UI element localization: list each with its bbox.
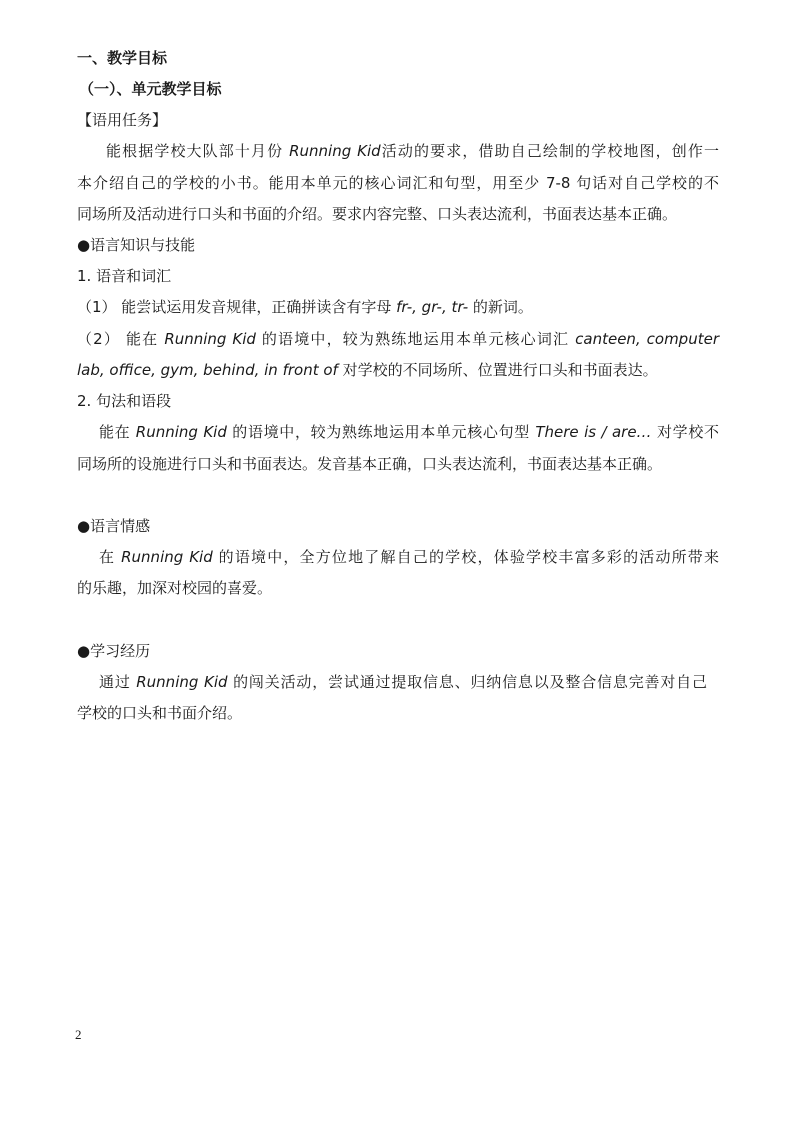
- text-run: 的语境中，全方位地了解自己的学校，体验学校丰富多彩的活动所带来: [212, 548, 719, 566]
- text-run: （2） 能在: [77, 330, 165, 348]
- phonics-item-1: [77, 297, 719, 317]
- italic-english-term: Running Kid: [289, 142, 381, 160]
- section-heading-language-emotion: ●语言情感: [77, 517, 151, 535]
- text-run: 学校的口头和书面介绍。: [77, 704, 243, 722]
- section-heading-knowledge-skills: ●语言知识与技能: [77, 236, 196, 254]
- text-run: 活动的要求，借助自己绘制的学校地图，创作一: [380, 142, 719, 160]
- text-run: 能根据学校大队部十月份: [106, 142, 290, 160]
- text-run: 同场所及活动进行口头和书面的介绍。要求内容完整、口头表达流利，书面表达基本正确。: [77, 205, 678, 223]
- task-paragraph-line-2: [77, 173, 719, 193]
- subheading-syntax-discourse: 2. 句法和语段: [77, 392, 172, 410]
- syntax-paragraph-line-2: [77, 454, 719, 474]
- italic-english-term: Running Kid: [135, 423, 227, 441]
- text-run: 同场所的设施进行口头和书面表达。发音基本正确，口头表达流利，书面表达基本正确。: [77, 455, 663, 473]
- vocabulary-item-2-line-1: [77, 329, 719, 349]
- section-heading-learning-experience: ●学习经历: [77, 642, 151, 660]
- section-heading-teaching-goals: 一、教学目标: [77, 49, 168, 67]
- italic-english-term: Running Kid: [121, 548, 213, 566]
- italic-english-term: lab, office, gym, behind, in front of: [77, 361, 338, 379]
- italic-english-term: There is / are…: [535, 423, 652, 441]
- experience-paragraph-line-1: [99, 672, 707, 692]
- text-run: 的乐趣，加深对校园的喜爱。: [77, 579, 273, 597]
- task-paragraph-line-1: [106, 141, 719, 161]
- experience-paragraph-line-2: [77, 703, 719, 723]
- italic-english-term: Running Kid: [136, 673, 228, 691]
- italic-english-term: fr-, gr-, tr-: [396, 298, 469, 316]
- italic-english-term: Running Kid: [164, 330, 256, 348]
- text-run: 对学校的不同场所、位置进行口头和书面表达。: [337, 361, 658, 379]
- italic-english-term: canteen, computer: [575, 330, 719, 348]
- text-run: 的新词。: [468, 298, 533, 316]
- text-run: 的闯关活动，尝试通过提取信息、归纳信息以及整合信息完善对自己: [227, 673, 707, 691]
- task-paragraph-line-3: [77, 204, 719, 224]
- syntax-paragraph-line-1: [99, 422, 719, 442]
- subheading-phonics-vocabulary: 1. 语音和词汇: [77, 267, 172, 285]
- text-run: 的语境中，较为熟练地运用本单元核心句型: [226, 423, 536, 441]
- emotion-paragraph-line-1: [99, 547, 719, 567]
- text-run: 的语境中，较为熟练地运用本单元核心词汇: [255, 330, 576, 348]
- text-run: 对学校不: [651, 423, 719, 441]
- vocabulary-item-2-line-2: [77, 360, 719, 380]
- text-run: （1） 能尝试运用发音规律，正确拼读含有字母: [77, 298, 397, 316]
- text-run: 通过: [99, 673, 137, 691]
- subsection-heading-unit-goals: （一）、单元教学目标: [79, 80, 222, 98]
- task-label: 【语用任务】: [77, 111, 168, 129]
- emotion-paragraph-line-2: [77, 578, 719, 598]
- text-run: 在: [99, 548, 122, 566]
- text-run: 本介绍自己的学校的小书。能用本单元的核心词汇和句型，用至少 7-8 句话对自己学校的不: [77, 174, 719, 192]
- page-number: 2: [75, 1027, 82, 1042]
- text-run: 能在: [99, 423, 136, 441]
